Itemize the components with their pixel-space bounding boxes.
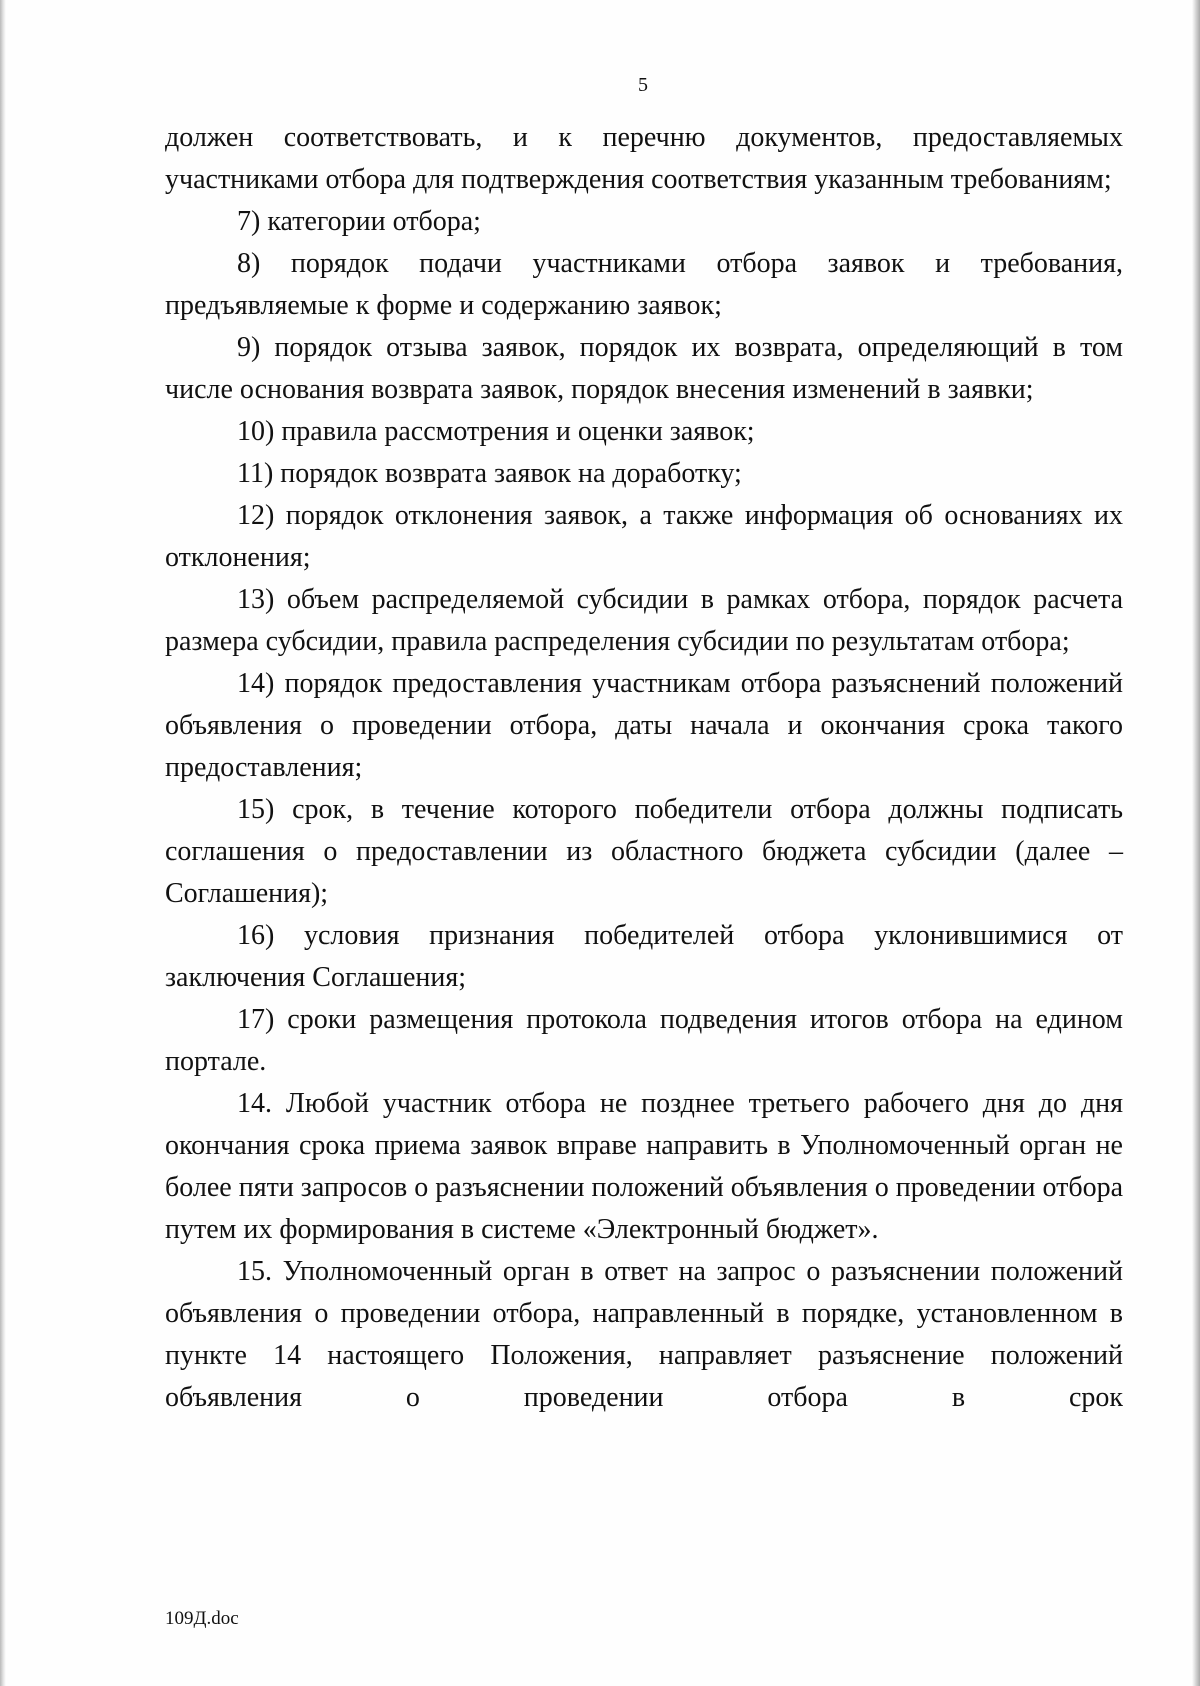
list-item-14: 14) порядок предоставления участникам отбора разъяснений положений объявления о проведении отбора, даты начала и окончания срока такого предоставления; — [165, 668, 1123, 783]
list-item-17: 17) сроки размещения протокола подведения итогов отбора на едином портале. — [165, 1004, 1123, 1077]
list-item-11: 11) порядок возврата заявок на доработку; — [237, 458, 742, 489]
list-item-12: 12) порядок отклонения заявок, а также информация об основаниях их отклонения; — [165, 500, 1123, 573]
clause-14: 14. Любой участник отбора не позднее третьего рабочего дня до дня окончания срока приема заявок вправе направить в Уполномоченный орган не более пяти запросов о разъяснении положений объявления о проведении отбора путем их формирования в системе «Электронный бюджет». — [165, 1088, 1123, 1245]
list-item-10: 10) правила рассмотрения и оценки заявок; — [237, 416, 755, 447]
list-item-8: 8) порядок подачи участниками отбора заявок и требования, предъявляемые к форме и содержанию заявок; — [165, 248, 1123, 321]
footer-filename: 109Д.doc — [165, 1608, 239, 1629]
list-item-16: 16) условия признания победителей отбора уклонившимися от заключения Соглашения; — [165, 920, 1123, 993]
scan-edge-left — [0, 0, 6, 1686]
clause-15: 15. Уполномоченный орган в ответ на запрос о разъяснении положений объявления о проведении отбора, направленный в порядке, установленном в пункте 14 настоящего Положения, направляет разъяснение положений объявления о проведении отбора в срок — [165, 1256, 1123, 1413]
scan-edge-right — [1192, 0, 1200, 1686]
list-item-13: 13) объем распределяемой субсидии в рамках отбора, порядок расчета размера субсидии, правила распределения субсидии по результатам отбора; — [165, 584, 1123, 657]
list-item-15: 15) срок, в течение которого победители отбора должны подписать соглашения о предоставлении из областного бюджета субсидии (далее – Соглашения); — [165, 794, 1123, 909]
page-number: 5 — [638, 74, 648, 96]
paragraph-continuation: должен соответствовать, и к перечню документов, предоставляемых участниками отбора для подтверждения соответствия указанным требованиям; — [165, 122, 1123, 195]
list-item-7: 7) категории отбора; — [237, 206, 481, 237]
document-body — [165, 117, 1123, 1419]
list-item-9: 9) порядок отзыва заявок, порядок их возврата, определяющий в том числе основания возврата заявок, порядок внесения изменений в заявки; — [165, 332, 1123, 405]
